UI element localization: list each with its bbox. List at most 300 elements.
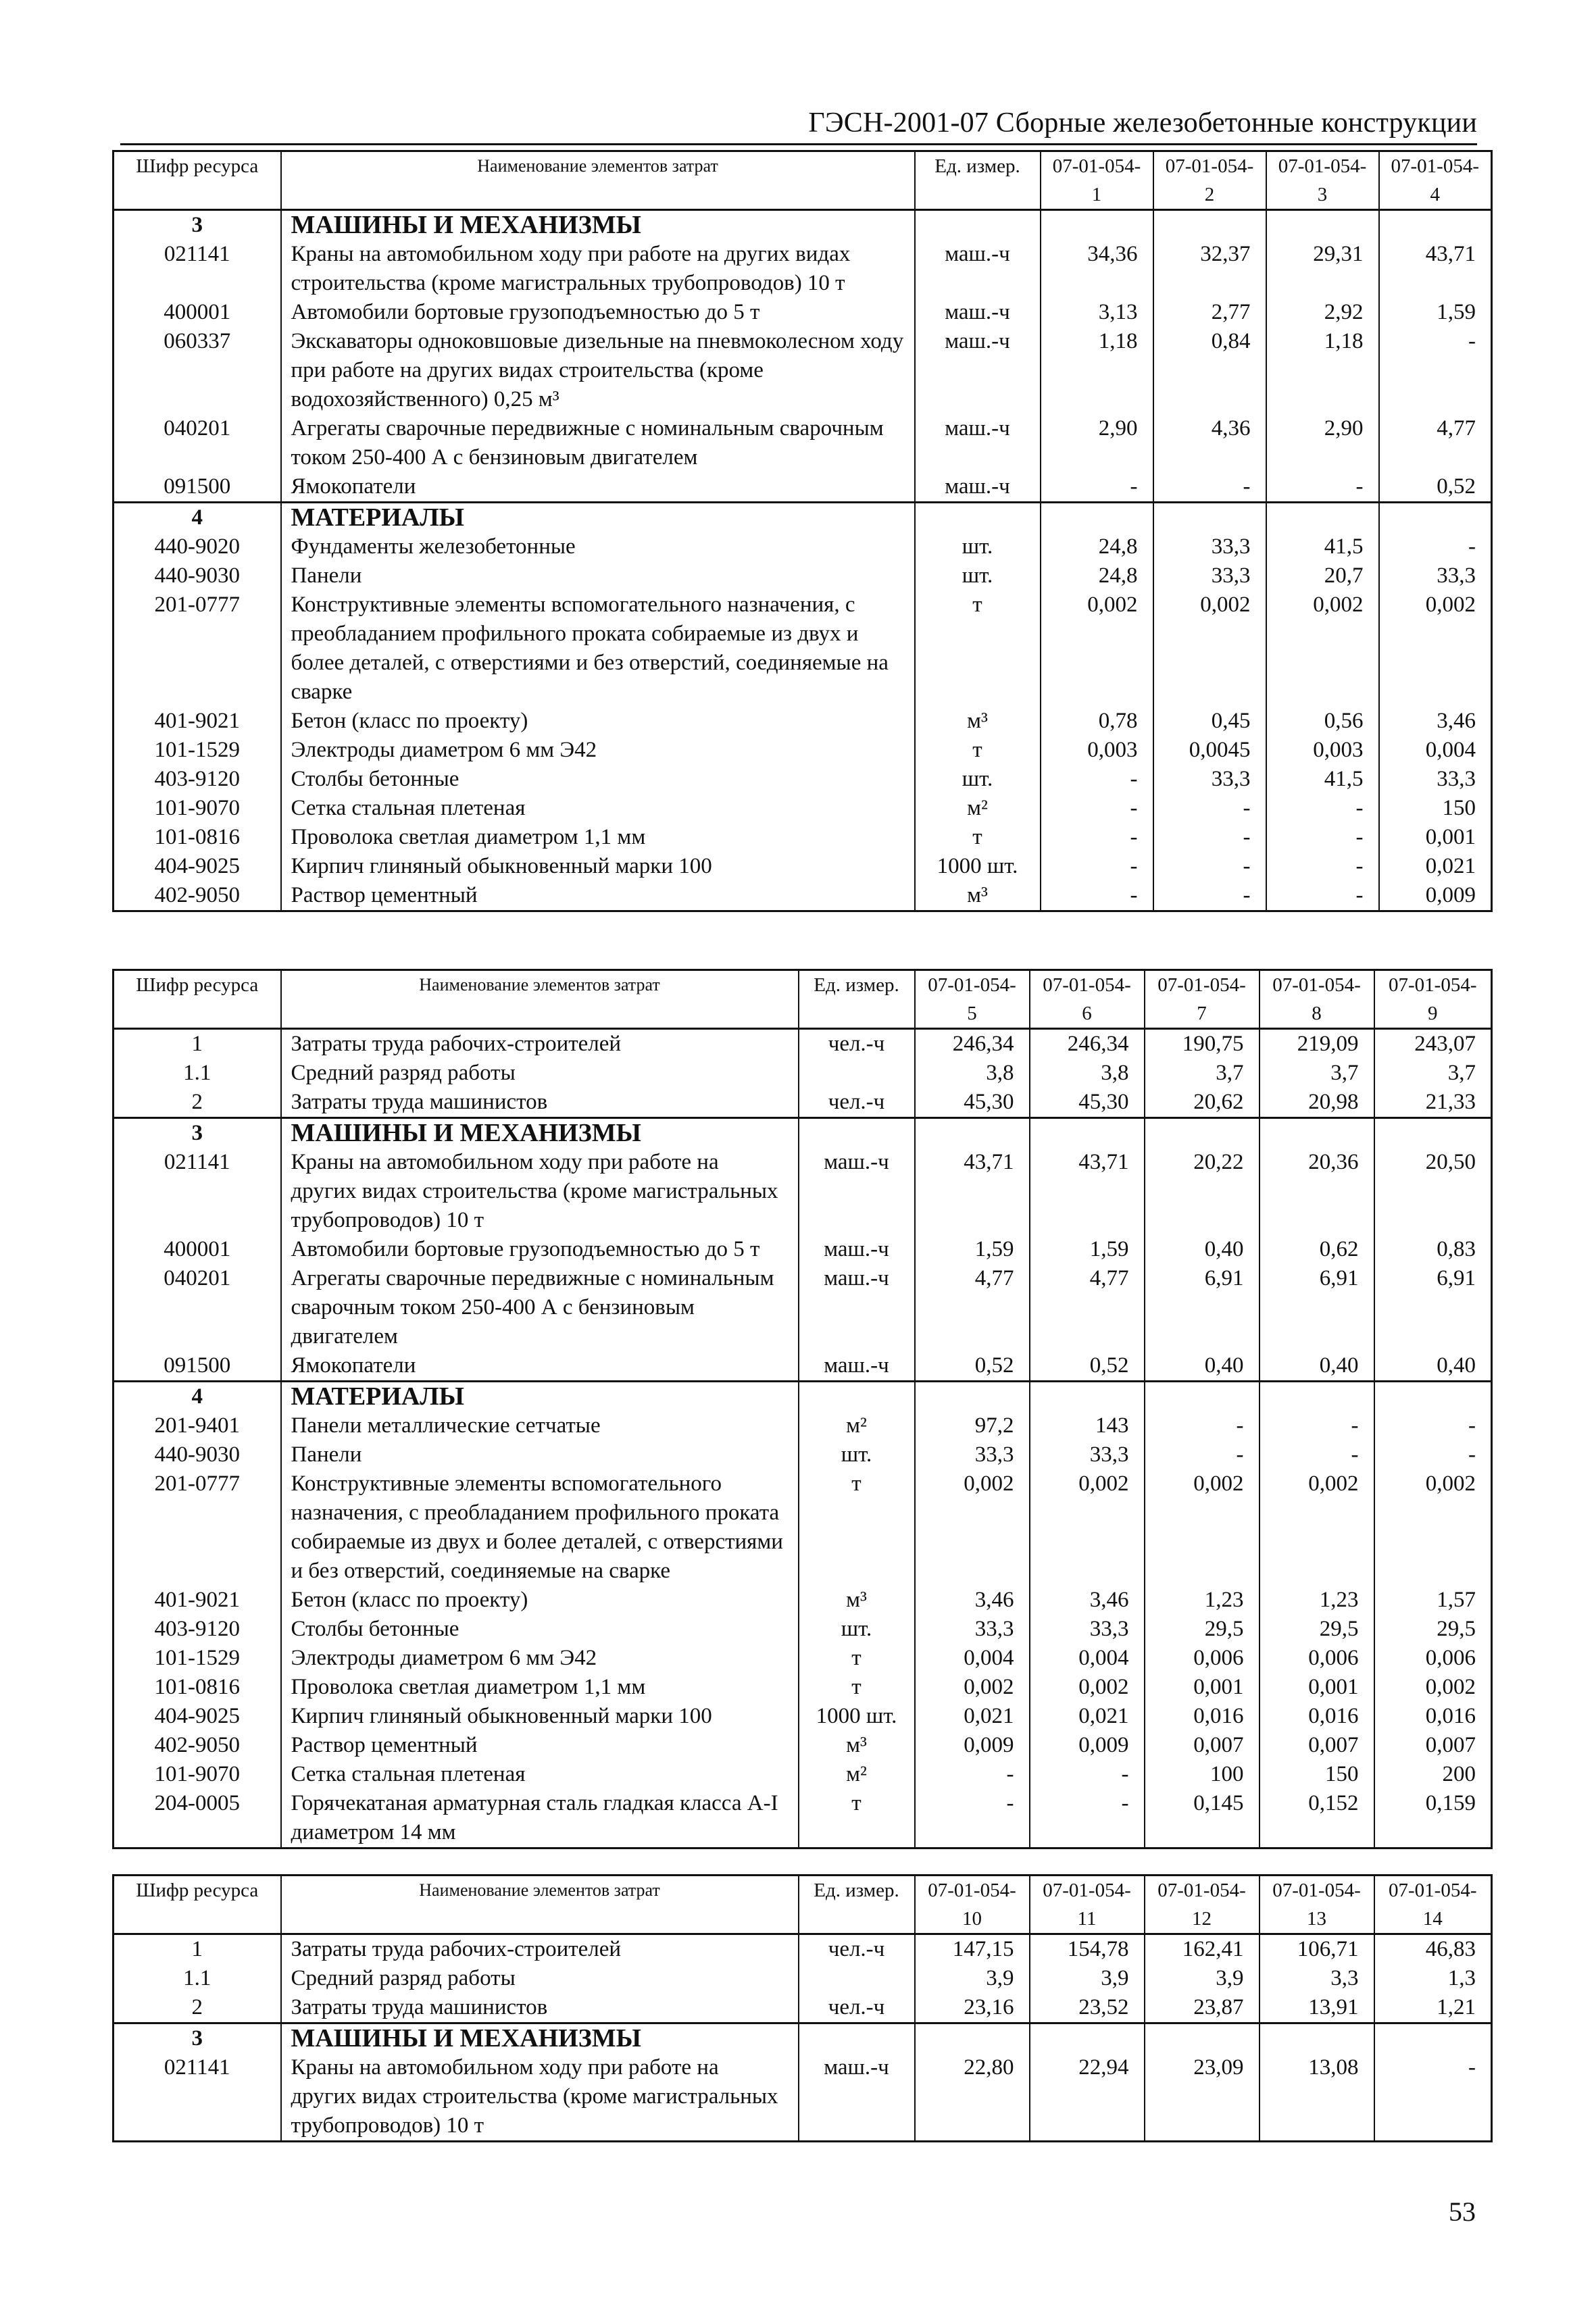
col-header-norm: 07-01-054-1	[1041, 151, 1153, 210]
resource-name: Сетка стальная плетеная	[281, 794, 915, 823]
resource-code: 402-9050	[114, 1731, 281, 1760]
unit-cell: маш.-ч	[799, 1264, 915, 1351]
unit-cell	[915, 210, 1041, 241]
value-cell: 45,30	[1030, 1088, 1145, 1118]
resource-name: Проволока светлая диаметром 1,1 мм	[281, 1673, 799, 1702]
unit-cell: м³	[799, 1731, 915, 1760]
unit-cell: чел.-ч	[799, 1993, 915, 2023]
value-cell: -	[915, 1760, 1030, 1789]
col-header-unit: Ед. измер.	[915, 151, 1041, 210]
value-cell: 100	[1145, 1760, 1260, 1789]
value-cell: 246,34	[1030, 1029, 1145, 1059]
resource-name: Панели	[281, 561, 915, 590]
table-row	[114, 327, 1492, 414]
resource-name: Электроды диаметром 6 мм Э42	[281, 736, 915, 765]
value-cell: 3,9	[1030, 1964, 1145, 1993]
col-header-norm: 07-01-054-6	[1030, 970, 1145, 1029]
value-cell: 33,3	[1030, 1440, 1145, 1469]
value-cell: 3,13	[1041, 298, 1153, 327]
resource-name: Столбы бетонные	[281, 765, 915, 794]
value-cell: 4,36	[1153, 414, 1266, 472]
value-cell: -	[1260, 1440, 1374, 1469]
value-cell: 29,5	[1260, 1615, 1374, 1644]
value-cell: 0,016	[1260, 1702, 1374, 1731]
resource-name: Фундаменты железобетонные	[281, 532, 915, 561]
resource-name: Краны на автомобильном ходу при работе на других видах строительства (кроме магистральных трубопроводов) 10 т	[281, 240, 915, 298]
value-cell	[1260, 1118, 1374, 1149]
value-cell: 97,2	[915, 1411, 1030, 1440]
value-cell: 0,40	[1374, 1351, 1492, 1382]
unit-cell: 1000 шт.	[799, 1702, 915, 1731]
value-cell: 43,71	[1030, 1148, 1145, 1235]
value-cell: 45,30	[915, 1088, 1030, 1118]
resource-code: 440-9020	[114, 532, 281, 561]
unit-cell: м³	[799, 1586, 915, 1615]
table-row	[114, 852, 1492, 881]
resource-name: Проволока светлая диаметром 1,1 мм	[281, 823, 915, 852]
value-cell: -	[1266, 881, 1379, 911]
table-row	[114, 794, 1492, 823]
section-row	[114, 1382, 1492, 1412]
resource-name: Конструктивные элементы вспомогательного назначения, с преобладанием профильного проката собираемые из двух и более деталей, с отверстиями и без отверстий, соединяемые на сварке	[281, 590, 915, 707]
col-header-code: Шифр ресурса	[114, 970, 281, 1029]
value-cell: 0,40	[1260, 1351, 1374, 1382]
value-cell: -	[1374, 2053, 1492, 2142]
unit-cell: шт.	[915, 765, 1041, 794]
value-cell: -	[1379, 532, 1492, 561]
resource-code: 3	[114, 2023, 281, 2054]
unit-cell: т	[799, 1469, 915, 1586]
value-cell: 4,77	[1030, 1264, 1145, 1351]
table-row	[114, 1586, 1492, 1615]
value-cell: -	[1266, 794, 1379, 823]
unit-cell: т	[799, 1644, 915, 1673]
resource-code: 101-0816	[114, 1673, 281, 1702]
value-cell	[1030, 2023, 1145, 2054]
value-cell: 0,009	[1030, 1731, 1145, 1760]
value-cell	[1266, 210, 1379, 241]
value-cell: 13,08	[1260, 2053, 1374, 2142]
value-cell: -	[1266, 823, 1379, 852]
table-row	[114, 1993, 1492, 2023]
value-cell	[1030, 1382, 1145, 1412]
resource-code: 401-9021	[114, 1586, 281, 1615]
section-title: МАШИНЫ И МЕХАНИЗМЫ	[281, 1118, 799, 1149]
col-header-norm: 07-01-054-12	[1145, 1876, 1260, 1934]
value-cell: 0,40	[1145, 1235, 1260, 1264]
value-cell: 32,37	[1153, 240, 1266, 298]
table-row	[114, 1411, 1492, 1440]
value-cell: 0,009	[1379, 881, 1492, 911]
value-cell: 0,56	[1266, 707, 1379, 736]
value-cell: 0,001	[1379, 823, 1492, 852]
unit-cell: т	[915, 736, 1041, 765]
value-cell: 6,91	[1260, 1264, 1374, 1351]
value-cell: 0,83	[1374, 1235, 1492, 1264]
value-cell: 0,004	[915, 1644, 1030, 1673]
resource-code: 204-0005	[114, 1789, 281, 1848]
value-cell: 43,71	[1379, 240, 1492, 298]
value-cell: 3,7	[1260, 1059, 1374, 1088]
resource-code: 404-9025	[114, 1702, 281, 1731]
col-header-norm: 07-01-054-14	[1374, 1876, 1492, 1934]
header-rule	[120, 143, 1477, 145]
value-cell: -	[1145, 1440, 1260, 1469]
value-cell: 0,006	[1260, 1644, 1374, 1673]
value-cell: 2,77	[1153, 298, 1266, 327]
col-header-norm: 07-01-054-13	[1260, 1876, 1374, 1934]
value-cell: 3,7	[1145, 1059, 1260, 1088]
col-header-norm: 07-01-054-5	[915, 970, 1030, 1029]
value-cell: 0,002	[1030, 1469, 1145, 1586]
resource-code: 201-0777	[114, 590, 281, 707]
value-cell: -	[1041, 765, 1153, 794]
value-cell: 0,002	[915, 1673, 1030, 1702]
resource-name: Столбы бетонные	[281, 1615, 799, 1644]
value-cell: 1,59	[1030, 1235, 1145, 1264]
value-cell: 33,3	[1153, 561, 1266, 590]
value-cell: 0,45	[1153, 707, 1266, 736]
resource-code: 3	[114, 1118, 281, 1149]
value-cell: 0,016	[1145, 1702, 1260, 1731]
resource-code: 2	[114, 1088, 281, 1118]
resource-name: Агрегаты сварочные передвижные с номинальным сварочным током 250-400 А с бензиновым двигателем	[281, 414, 915, 472]
resource-code: 403-9120	[114, 765, 281, 794]
value-cell: 4,77	[915, 1264, 1030, 1351]
unit-cell: м²	[915, 794, 1041, 823]
table-row	[114, 532, 1492, 561]
col-header-code: Шифр ресурса	[114, 151, 281, 210]
resource-code: 101-9070	[114, 1760, 281, 1789]
col-header-unit: Ед. измер.	[799, 1876, 915, 1934]
value-cell: 0,52	[915, 1351, 1030, 1382]
value-cell: 6,91	[1145, 1264, 1260, 1351]
resource-name: Раствор цементный	[281, 881, 915, 911]
resource-code: 1	[114, 1029, 281, 1059]
resource-code: 021141	[114, 2053, 281, 2142]
col-header-code: Шифр ресурса	[114, 1876, 281, 1934]
value-cell: 0,002	[1153, 590, 1266, 707]
unit-cell: м³	[915, 707, 1041, 736]
table-body	[114, 1934, 1492, 2142]
value-cell: 0,52	[1379, 472, 1492, 503]
section-row	[114, 210, 1492, 241]
table-row	[114, 1760, 1492, 1789]
resource-name: Электроды диаметром 6 мм Э42	[281, 1644, 799, 1673]
unit-cell: маш.-ч	[799, 1148, 915, 1235]
resource-code: 400001	[114, 298, 281, 327]
value-cell: 3,9	[1145, 1964, 1260, 1993]
value-cell: 1,21	[1374, 1993, 1492, 2023]
resource-code: 440-9030	[114, 561, 281, 590]
table-row	[114, 1615, 1492, 1644]
resource-name: Бетон (класс по проекту)	[281, 1586, 799, 1615]
resource-code: 040201	[114, 1264, 281, 1351]
value-cell: 147,15	[915, 1934, 1030, 1965]
value-cell: 1,23	[1260, 1586, 1374, 1615]
value-cell: -	[1041, 472, 1153, 503]
resource-code: 3	[114, 210, 281, 241]
resource-code: 101-1529	[114, 1644, 281, 1673]
resource-name: Затраты труда машинистов	[281, 1993, 799, 2023]
unit-cell: маш.-ч	[799, 1235, 915, 1264]
resource-code: 201-9401	[114, 1411, 281, 1440]
resource-table-1	[112, 150, 1493, 912]
col-header-unit: Ед. измер.	[799, 970, 915, 1029]
value-cell: 4,77	[1379, 414, 1492, 472]
col-header-name: Наименование элементов затрат	[281, 970, 799, 1029]
unit-cell	[799, 1964, 915, 1993]
value-cell: 1,59	[915, 1235, 1030, 1264]
unit-cell: маш.-ч	[915, 472, 1041, 503]
value-cell: 23,52	[1030, 1993, 1145, 2023]
unit-cell: маш.-ч	[915, 414, 1041, 472]
value-cell: 24,8	[1041, 561, 1153, 590]
value-cell: 200	[1374, 1760, 1492, 1789]
value-cell: 0,021	[1030, 1702, 1145, 1731]
col-header-norm: 07-01-054-11	[1030, 1876, 1145, 1934]
resource-code: 400001	[114, 1235, 281, 1264]
table-row	[114, 707, 1492, 736]
table-row	[114, 1148, 1492, 1235]
resource-code: 091500	[114, 1351, 281, 1382]
value-cell: -	[1041, 881, 1153, 911]
table-row	[114, 1702, 1492, 1731]
value-cell: 3,8	[915, 1059, 1030, 1088]
table-row	[114, 1029, 1492, 1059]
resource-code: 201-0777	[114, 1469, 281, 1586]
col-header-norm: 07-01-054-7	[1145, 970, 1260, 1029]
value-cell: 0,007	[1374, 1731, 1492, 1760]
resource-name: Кирпич глиняный обыкновенный марки 100	[281, 1702, 799, 1731]
table-body	[114, 210, 1492, 911]
value-cell: 3,3	[1260, 1964, 1374, 1993]
value-cell: 23,16	[915, 1993, 1030, 2023]
value-cell	[1260, 2023, 1374, 2054]
section-title: МАШИНЫ И МЕХАНИЗМЫ	[281, 210, 915, 241]
table-row	[114, 1059, 1492, 1088]
table-row	[114, 298, 1492, 327]
value-cell: 41,5	[1266, 765, 1379, 794]
value-cell	[1145, 1118, 1260, 1149]
value-cell: 0,002	[1266, 590, 1379, 707]
value-cell	[1379, 503, 1492, 533]
value-cell: 20,36	[1260, 1148, 1374, 1235]
value-cell: 22,94	[1030, 2053, 1145, 2142]
value-cell: -	[1153, 794, 1266, 823]
table-row	[114, 765, 1492, 794]
unit-cell: маш.-ч	[915, 327, 1041, 414]
resource-name: Средний разряд работы	[281, 1059, 799, 1088]
value-cell	[1260, 1382, 1374, 1412]
value-cell: 0,003	[1266, 736, 1379, 765]
value-cell: 0,002	[1145, 1469, 1260, 1586]
resource-name: Краны на автомобильном ходу при работе на других видах строительства (кроме магистральных трубопроводов) 10 т	[281, 1148, 799, 1235]
value-cell: 23,87	[1145, 1993, 1260, 2023]
value-cell: 33,3	[1153, 765, 1266, 794]
resource-name: Затраты труда машинистов	[281, 1088, 799, 1118]
value-cell: 0,009	[915, 1731, 1030, 1760]
value-cell: 1,18	[1266, 327, 1379, 414]
table-body	[114, 1029, 1492, 1848]
value-cell: 0,021	[915, 1702, 1030, 1731]
unit-cell	[799, 1059, 915, 1088]
value-cell: 20,50	[1374, 1148, 1492, 1235]
value-cell: 2,92	[1266, 298, 1379, 327]
resource-name: Панели	[281, 1440, 799, 1469]
resource-name: Горячекатаная арматурная сталь гладкая класса А-I диаметром 14 мм	[281, 1789, 799, 1848]
value-cell: 0,002	[1030, 1673, 1145, 1702]
col-header-name: Наименование элементов затрат	[281, 1876, 799, 1934]
resource-code: 1.1	[114, 1964, 281, 1993]
value-cell: 0,145	[1145, 1789, 1260, 1848]
table-header	[114, 151, 1492, 210]
value-cell: 0,006	[1374, 1644, 1492, 1673]
value-cell: 13,91	[1260, 1993, 1374, 2023]
value-cell	[1030, 1118, 1145, 1149]
section-title: МАТЕРИАЛЫ	[281, 1382, 799, 1412]
value-cell: 1,59	[1379, 298, 1492, 327]
resource-name: Конструктивные элементы вспомогательного назначения, с преобладанием профильного проката собираемые из двух и более деталей, с отверстиями и без отверстий, соединяемые на сварке	[281, 1469, 799, 1586]
value-cell: 46,83	[1374, 1934, 1492, 1965]
value-cell: 0,84	[1153, 327, 1266, 414]
resource-name: Краны на автомобильном ходу при работе на других видах строительства (кроме магистральных трубопроводов) 10 т	[281, 2053, 799, 2142]
value-cell: -	[1266, 852, 1379, 881]
table-row	[114, 1731, 1492, 1760]
unit-cell: шт.	[799, 1615, 915, 1644]
resource-code: 060337	[114, 327, 281, 414]
value-cell: 0,007	[1145, 1731, 1260, 1760]
resource-table-3	[112, 1874, 1493, 2142]
unit-cell: м³	[915, 881, 1041, 911]
table-row	[114, 240, 1492, 298]
resource-name: Бетон (класс по проекту)	[281, 707, 915, 736]
unit-cell: т	[915, 823, 1041, 852]
value-cell	[1374, 1382, 1492, 1412]
unit-cell	[799, 1382, 915, 1412]
value-cell	[1153, 503, 1266, 533]
value-cell: 190,75	[1145, 1029, 1260, 1059]
value-cell: -	[1260, 1411, 1374, 1440]
resource-name: Раствор цементный	[281, 1731, 799, 1760]
resource-table-2	[112, 969, 1493, 1849]
table-row	[114, 2053, 1492, 2142]
table-row	[114, 1964, 1492, 1993]
unit-cell: т	[799, 1789, 915, 1848]
resource-code: 040201	[114, 414, 281, 472]
resource-code: 021141	[114, 240, 281, 298]
value-cell: 106,71	[1260, 1934, 1374, 1965]
value-cell: 0,001	[1260, 1673, 1374, 1702]
value-cell: 33,3	[915, 1440, 1030, 1469]
unit-cell: маш.-ч	[915, 298, 1041, 327]
value-cell: 29,31	[1266, 240, 1379, 298]
col-header-norm: 07-01-054-10	[915, 1876, 1030, 1934]
value-cell: -	[1030, 1789, 1145, 1848]
value-cell: -	[1153, 472, 1266, 503]
value-cell: 1,3	[1374, 1964, 1492, 1993]
value-cell: -	[1041, 823, 1153, 852]
value-cell: 0,62	[1260, 1235, 1374, 1264]
value-cell: 29,5	[1374, 1615, 1492, 1644]
resource-code: 021141	[114, 1148, 281, 1235]
resource-code: 440-9030	[114, 1440, 281, 1469]
value-cell: 24,8	[1041, 532, 1153, 561]
table-row	[114, 1440, 1492, 1469]
resource-code: 404-9025	[114, 852, 281, 881]
value-cell: 150	[1379, 794, 1492, 823]
unit-cell: чел.-ч	[799, 1934, 915, 1965]
value-cell: 29,5	[1145, 1615, 1260, 1644]
value-cell: 0,007	[1260, 1731, 1374, 1760]
value-cell: -	[1153, 823, 1266, 852]
table-row	[114, 1235, 1492, 1264]
value-cell: 3,46	[1379, 707, 1492, 736]
table-header	[114, 1876, 1492, 1934]
resource-name: Кирпич глиняный обыкновенный марки 100	[281, 852, 915, 881]
table-row	[114, 736, 1492, 765]
unit-cell	[915, 503, 1041, 533]
value-cell: 21,33	[1374, 1088, 1492, 1118]
value-cell: 143	[1030, 1411, 1145, 1440]
table-row	[114, 1934, 1492, 1965]
value-cell: 0,002	[1374, 1469, 1492, 1586]
value-cell: 41,5	[1266, 532, 1379, 561]
value-cell: -	[1030, 1760, 1145, 1789]
resource-code: 403-9120	[114, 1615, 281, 1644]
value-cell: 33,3	[1379, 561, 1492, 590]
table-row	[114, 1351, 1492, 1382]
value-cell: 243,07	[1374, 1029, 1492, 1059]
value-cell	[1153, 210, 1266, 241]
section-title: МАТЕРИАЛЫ	[281, 503, 915, 533]
value-cell: 33,3	[1379, 765, 1492, 794]
section-row	[114, 503, 1492, 533]
resource-name: Средний разряд работы	[281, 1964, 799, 1993]
unit-cell: т	[799, 1673, 915, 1702]
resource-code: 2	[114, 1993, 281, 2023]
value-cell: 0,0045	[1153, 736, 1266, 765]
resource-code: 4	[114, 503, 281, 533]
value-cell: 20,62	[1145, 1088, 1260, 1118]
table-row	[114, 1469, 1492, 1586]
value-cell: 0,006	[1145, 1644, 1260, 1673]
table-row	[114, 1673, 1492, 1702]
value-cell: -	[1266, 472, 1379, 503]
value-cell	[1379, 210, 1492, 241]
value-cell: 1,57	[1374, 1586, 1492, 1615]
col-header-norm: 07-01-054-4	[1379, 151, 1492, 210]
resource-name: Автомобили бортовые грузоподъемностью до 5 т	[281, 298, 915, 327]
value-cell: 0,001	[1145, 1673, 1260, 1702]
table-row	[114, 1264, 1492, 1351]
resource-name: Затраты труда рабочих-строителей	[281, 1029, 799, 1059]
resource-code: 4	[114, 1382, 281, 1412]
value-cell: 0,016	[1374, 1702, 1492, 1731]
value-cell	[1041, 503, 1153, 533]
resource-code: 101-9070	[114, 794, 281, 823]
value-cell: 43,71	[915, 1148, 1030, 1235]
value-cell: 150	[1260, 1760, 1374, 1789]
resource-code: 101-1529	[114, 736, 281, 765]
unit-cell: т	[915, 590, 1041, 707]
value-cell	[1145, 2023, 1260, 2054]
resource-name: Экскаваторы одноковшовые дизельные на пневмоколесном ходу при работе на других видах строительства (кроме водохозяйственного) 0,25 м³	[281, 327, 915, 414]
unit-cell: маш.-ч	[915, 240, 1041, 298]
resource-name: Ямокопатели	[281, 472, 915, 503]
document-header-title: ГЭСН-2001-07 Сборные железобетонные конструкции	[808, 107, 1477, 139]
value-cell: 22,80	[915, 2053, 1030, 2142]
